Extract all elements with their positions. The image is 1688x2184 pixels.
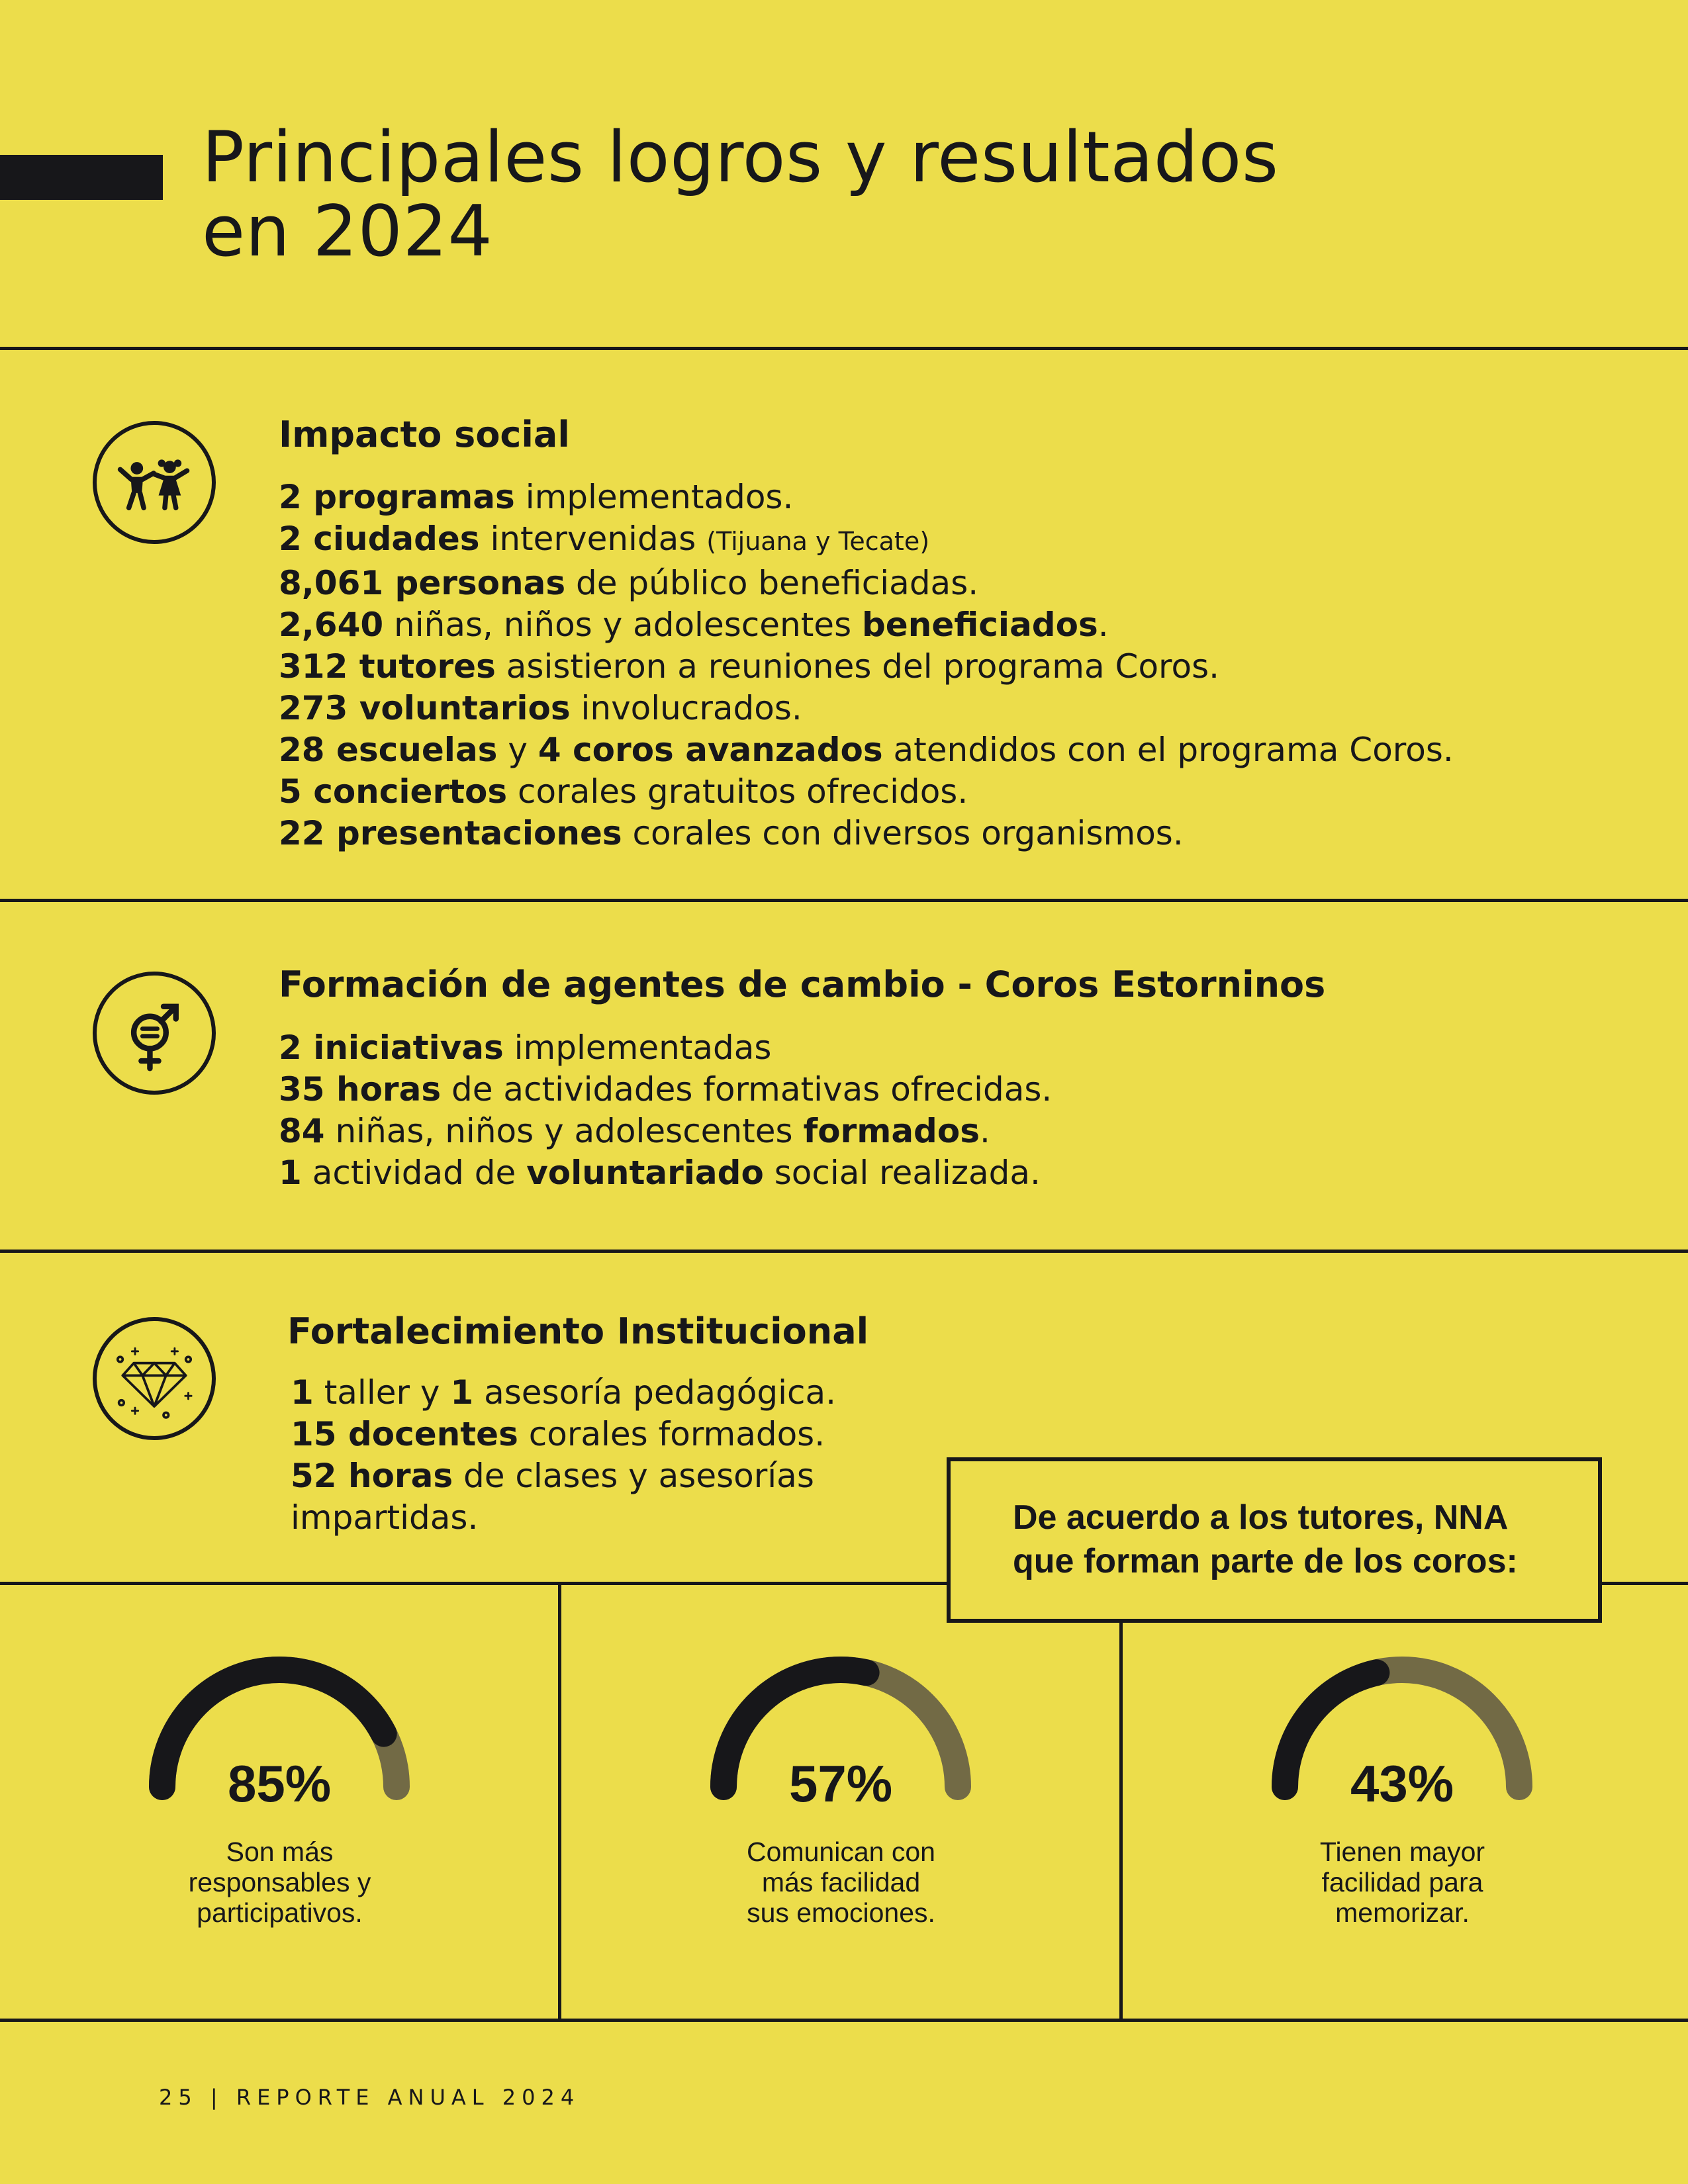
stat-description-line: Comunican con: [747, 1837, 935, 1867]
result-line: [279, 729, 1454, 771]
highlight-text: 28 escuelas: [279, 731, 498, 769]
stat-value: 85%: [227, 1754, 332, 1813]
stat-description: [561, 1837, 1121, 1928]
stat-description-line: responsables y: [188, 1867, 371, 1897]
highlight-text: 1: [279, 1154, 302, 1192]
result-line: [291, 1414, 836, 1455]
stat-description: [0, 1837, 559, 1928]
body-text: atendidos con el programa Coros.: [882, 731, 1454, 769]
result-line: [279, 477, 1454, 518]
highlight-text: 15 docentes: [291, 1415, 518, 1453]
highlight-text: 2 ciudades: [279, 520, 480, 558]
divider: [0, 347, 1688, 350]
result-line: [291, 1372, 836, 1414]
highlight-text: 2 iniciativas: [279, 1028, 504, 1067]
highlight-text: 5 conciertos: [279, 772, 508, 811]
highlight-text: 52 horas: [291, 1457, 453, 1495]
highlight-text: 1: [291, 1373, 314, 1412]
stat-description-line: Tienen mayor: [1319, 1837, 1485, 1867]
highlight-text: beneficiados: [862, 606, 1098, 644]
stat-card: [1123, 1655, 1682, 2012]
body-text: niñas, niños y adolescentes: [383, 606, 863, 644]
highlight-text: 273 voluntarios: [279, 689, 571, 727]
result-line: [291, 1455, 836, 1497]
body-text: .: [1098, 606, 1109, 644]
body-text: de clases y asesorías: [453, 1457, 814, 1495]
body-text: implementados.: [514, 478, 794, 516]
result-line: [279, 1111, 1052, 1152]
children-icon: [93, 421, 216, 544]
result-line: [279, 563, 1454, 604]
gauge-chart: [1123, 1655, 1682, 1827]
page-title: [202, 116, 1279, 272]
body-text: actividad de: [301, 1154, 527, 1192]
stat-description-line: Son más: [226, 1837, 334, 1867]
page-title-line-1: Principales logros y resultados: [202, 116, 1279, 198]
gender-equality-icon: [93, 972, 216, 1095]
gauge-chart: [561, 1655, 1121, 1827]
page-title-line-2: en 2024: [202, 191, 493, 272]
stat-card: [0, 1655, 559, 2012]
result-line: [279, 646, 1454, 688]
result-line: [279, 1152, 1052, 1194]
result-line: [291, 1497, 836, 1539]
diamond-icon: [93, 1317, 216, 1440]
body-text: niñas, niños y adolescentes: [324, 1112, 804, 1150]
body-text: corales con diversos organismos.: [622, 814, 1184, 852]
impacto-social-list: [279, 477, 1454, 854]
body-text: y: [497, 731, 538, 769]
divider: [0, 2019, 1688, 2022]
body-text: impartidas.: [291, 1498, 479, 1537]
body-text: de público beneficiadas.: [565, 564, 979, 602]
stat-description-line: memorizar.: [1335, 1897, 1470, 1928]
body-text: corales gratuitos ofrecidos.: [507, 772, 968, 811]
stat-value: 43%: [1350, 1754, 1454, 1813]
result-line: [279, 813, 1454, 854]
highlight-text: 84: [279, 1112, 325, 1150]
body-text: taller y: [313, 1373, 451, 1412]
body-text: de actividades formativas ofrecidas.: [441, 1070, 1053, 1109]
stat-description: [1123, 1837, 1682, 1928]
body-text: asesoría pedagógica.: [473, 1373, 837, 1412]
result-line: [279, 1027, 1052, 1069]
highlight-text: 22 presentaciones: [279, 814, 622, 852]
highlight-text: 8,061 personas: [279, 564, 566, 602]
result-line: [279, 1069, 1052, 1111]
body-text: social realizada.: [763, 1154, 1041, 1192]
section-heading-fortalecimiento: Fortalecimiento Institucional: [287, 1310, 869, 1352]
highlight-text: 35 horas: [279, 1070, 442, 1109]
highlight-text: 1: [450, 1373, 474, 1412]
body-text: (Tijuana y Tecate): [706, 527, 930, 556]
callout-line-2: que forman parte de los coros:: [1013, 1542, 1518, 1580]
stat-description-line: sus emociones.: [747, 1897, 935, 1928]
body-text: involucrados.: [570, 689, 802, 727]
stat-description-line: participativos.: [197, 1897, 363, 1928]
result-line: [279, 688, 1454, 729]
body-text: implementadas: [503, 1028, 772, 1067]
gauge-chart: [0, 1655, 559, 1827]
highlight-text: voluntariado: [526, 1154, 764, 1192]
result-line: [279, 604, 1454, 646]
fortalecimiento-list: [291, 1372, 836, 1539]
body-text: asistieron a reuniones del programa Coros.: [495, 647, 1220, 686]
divider: [0, 1250, 1688, 1253]
formacion-list: [279, 1027, 1052, 1194]
stat-value: 57%: [788, 1754, 893, 1813]
stat-description-line: más facilidad: [761, 1867, 921, 1897]
page-footer: 25 | REPORTE ANUAL 2024: [159, 2085, 581, 2110]
title-accent-bar: [0, 155, 163, 200]
stat-card: [561, 1655, 1121, 2012]
body-text: .: [979, 1112, 990, 1150]
highlight-text: 2,640: [279, 606, 384, 644]
callout-box: [947, 1457, 1602, 1623]
highlight-text: 4 coros avanzados: [538, 731, 883, 769]
section-heading-impacto-social: Impacto social: [279, 414, 570, 455]
body-text: corales formados.: [518, 1415, 825, 1453]
result-line: [279, 518, 1454, 563]
highlight-text: formados: [803, 1112, 980, 1150]
stat-description-line: facilidad para: [1321, 1867, 1483, 1897]
callout-line-1: De acuerdo a los tutores, NNA: [1013, 1498, 1509, 1537]
divider: [0, 899, 1688, 902]
body-text: intervenidas: [479, 520, 707, 558]
highlight-text: 2 programas: [279, 478, 515, 516]
highlight-text: 312 tutores: [279, 647, 496, 686]
section-heading-formacion: Formación de agentes de cambio - Coros Estorninos: [279, 964, 1326, 1005]
result-line: [279, 771, 1454, 813]
